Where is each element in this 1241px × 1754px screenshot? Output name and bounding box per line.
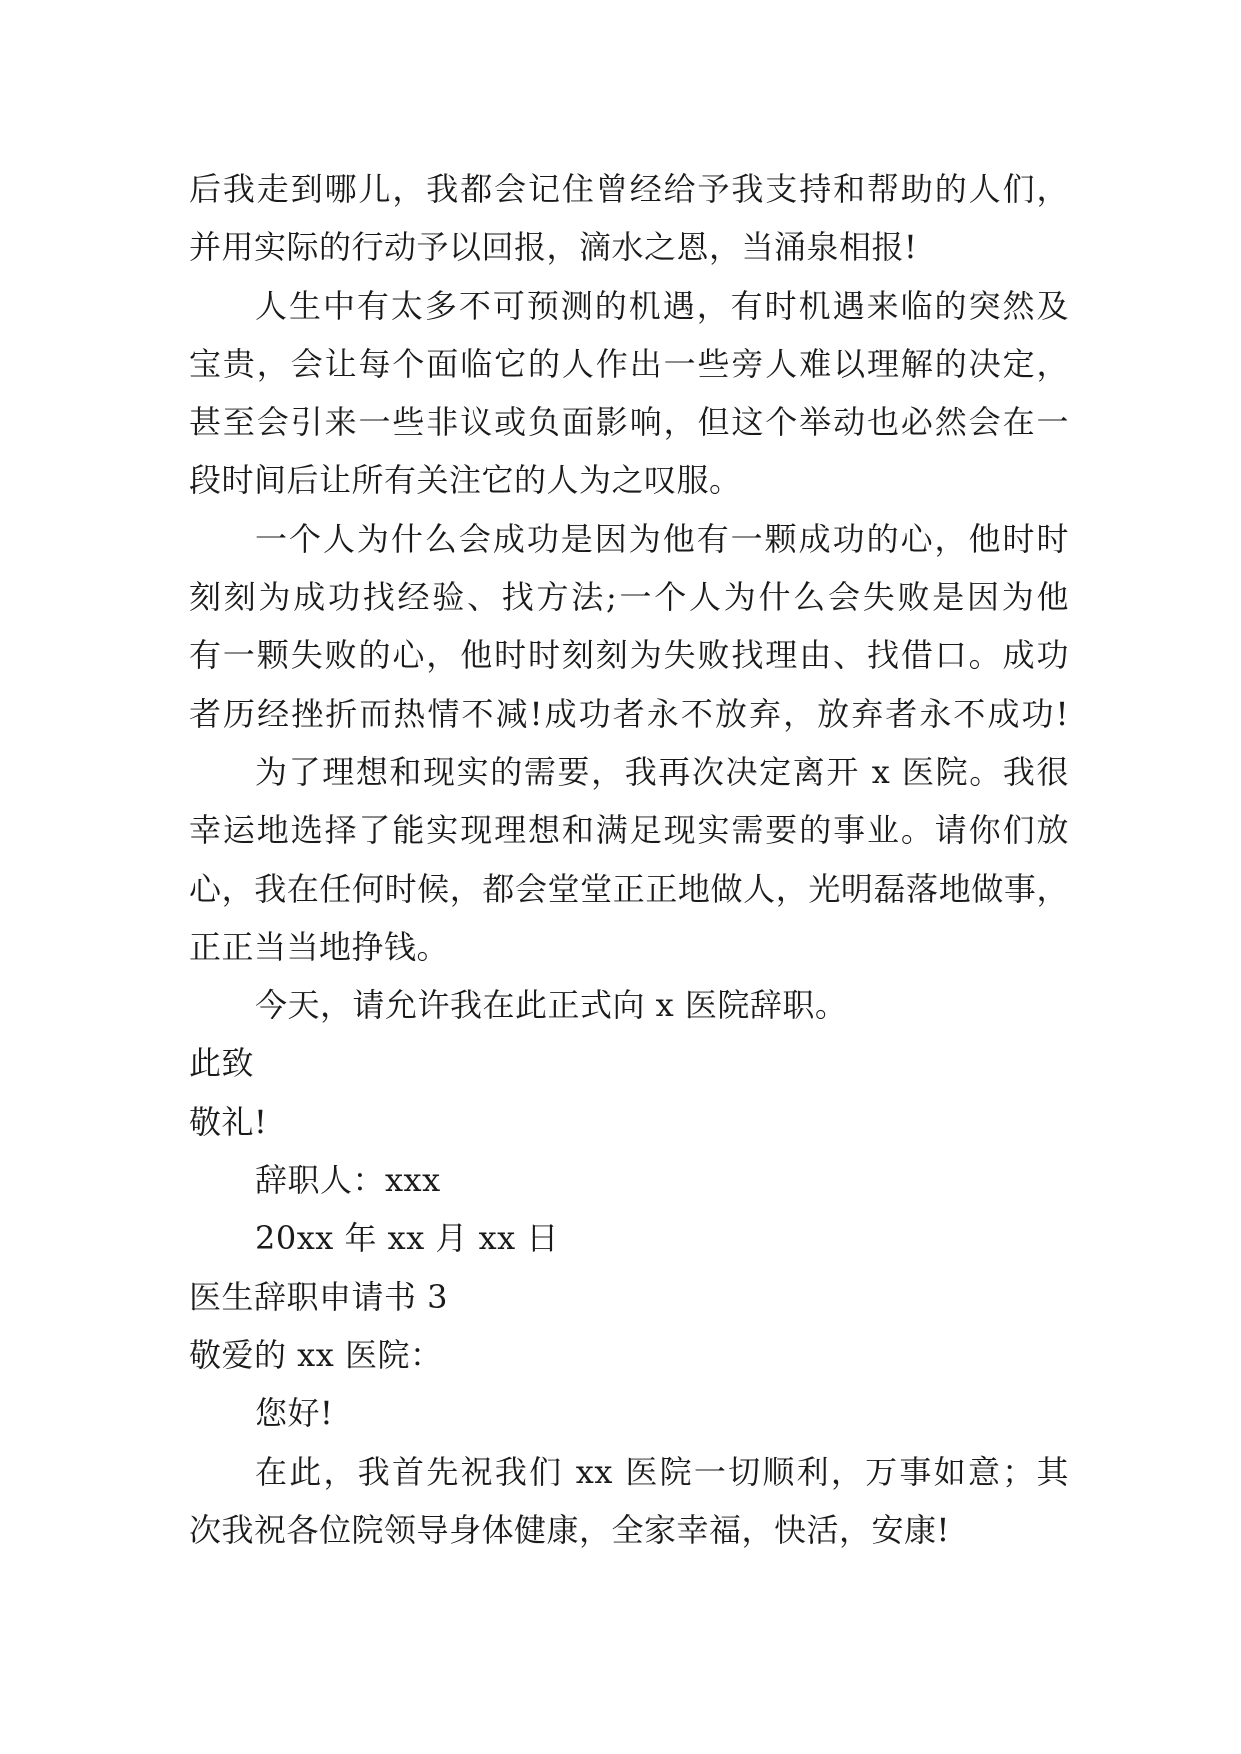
document-body [189,160,1069,1559]
text-line: 者历经挫折而热情不减!成功者永不放弃，放弃者永不成功! [189,694,1069,733]
text-line: 正正当当地挣钱。 [189,927,450,966]
date-line: 20xx 年 xx 月 xx 日 [255,1219,559,1258]
text-line: 有一颗失败的心，他时时刻刻为失败找理由、找借口。成功 [189,636,1069,675]
signature-line: 辞职人：xxx [255,1161,441,1200]
text-line: 段时间后让所有关注它的人为之叹服。 [189,461,742,500]
paragraph-start-line: 为了理想和现实的需要，我再次决定离开 x 医院。我很 [255,752,1069,791]
closing-respect: 敬礼! [189,1102,268,1141]
closing-salutation: 此致 [189,1044,255,1083]
greeting-line: 您好! [255,1394,334,1433]
text-line: 宝贵，会让每个面临它的人作出一些旁人难以理解的决定， [189,344,1069,383]
text-line: 刻刻为成功找经验、找方法;一个人为什么会失败是因为他 [189,578,1069,617]
paragraph-start-line: 在此，我首先祝我们 xx 医院一切顺利，万事如意；其 [255,1452,1069,1491]
text-line: 后我走到哪儿，我都会记住曾经给予我支持和帮助的人们， [189,170,1069,208]
text-line: 幸运地选择了能实现理想和满足现实需要的事业。请你们放 [189,811,1069,850]
addressee-line: 敬爱的 xx 医院： [189,1335,443,1374]
paragraph-start-line: 一个人为什么会成功是因为他有一颗成功的心，他时时 [255,519,1069,558]
paragraph-start-line: 人生中有太多不可预测的机遇，有时机遇来临的突然及 [255,286,1069,325]
section-heading: 医生辞职申请书 3 [189,1277,449,1316]
paragraph-start-line: 今天，请允许我在此正式向 x 医院辞职。 [255,986,848,1025]
text-line: 甚至会引来一些非议或负面影响，但这个举动也必然会在一 [189,403,1069,442]
text-line: 心，我在任何时候，都会堂堂正正地做人，光明磊落地做事， [189,869,1069,908]
text-line: 并用实际的行动予以回报，滴水之恩，当涌泉相报! [189,228,918,267]
text-line: 次我祝各位院领导身体健康，全家幸福，快活，安康! [189,1510,950,1549]
